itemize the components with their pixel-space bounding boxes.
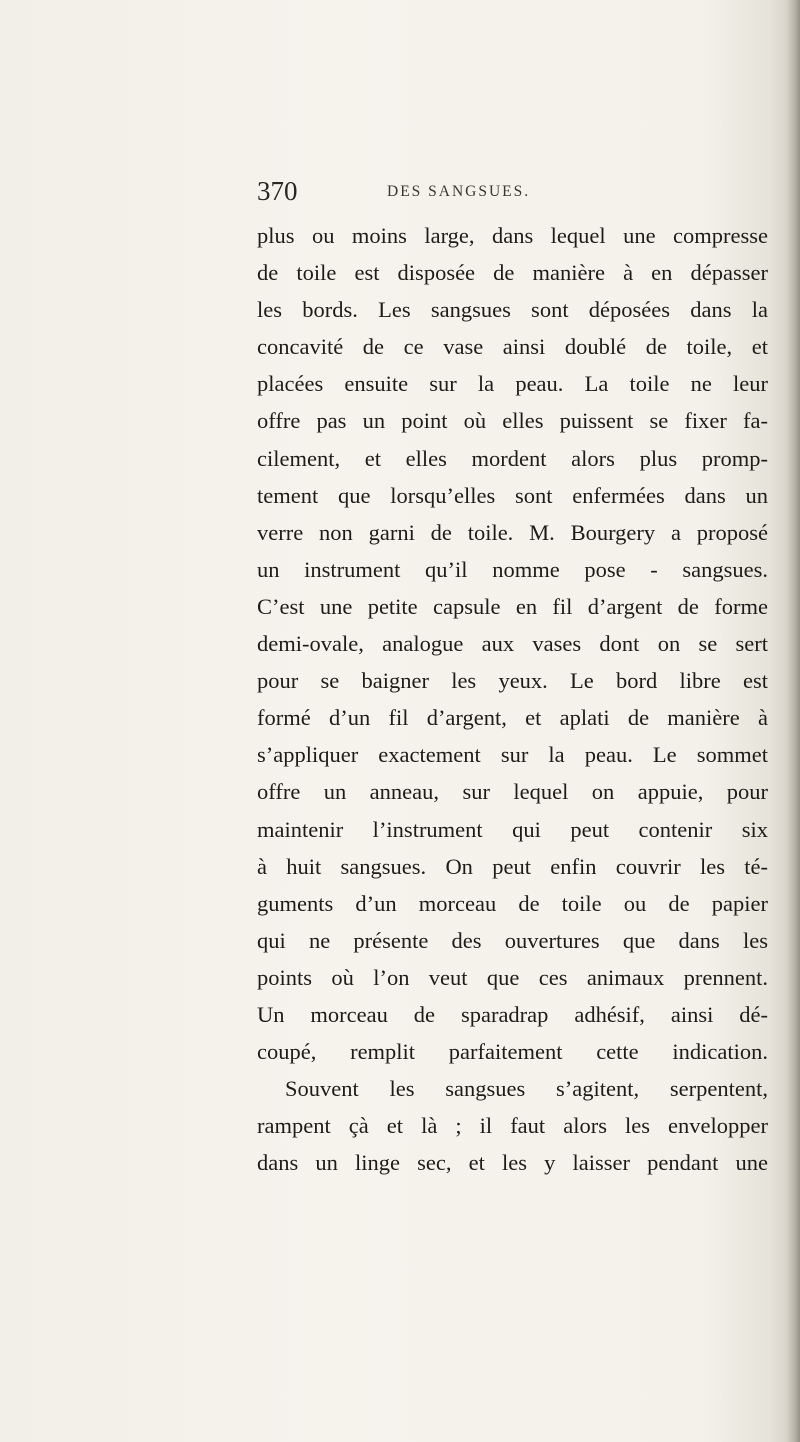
text-line: cilement, et elles mordent alors plus promp- — [257, 445, 768, 471]
page-edge-shadow — [786, 0, 800, 1442]
text-line: demi-ovale, analogue aux vases dont on se sert — [257, 631, 768, 657]
text-line: concavité de ce vase ainsi doublé de toile, et — [257, 334, 768, 360]
text-line: qui ne présente des ouvertures que dans les — [257, 927, 768, 953]
text-line: points où l’on veut que ces animaux prennent. — [257, 964, 768, 990]
text-line: placées ensuite sur la peau. La toile ne leur — [257, 371, 768, 397]
text-line: les bords. Les sangsues sont déposées dans la — [257, 297, 768, 323]
text-line: dans un linge sec, et les y laisser pendant une — [257, 1150, 768, 1176]
text-line: s’appliquer exactement sur la peau. Le sommet — [257, 742, 768, 768]
text-line: offre pas un point où elles puissent se fixer fa- — [257, 408, 768, 434]
text-line-paragraph-start: Souvent les sangsues s’agitent, serpentent, — [285, 1076, 768, 1102]
text-line: guments d’un morceau de toile ou de papier — [257, 890, 768, 916]
text-line: maintenir l’instrument qui peut contenir six — [257, 816, 768, 842]
text-line: offre un anneau, sur lequel on appuie, pour — [257, 779, 768, 805]
text-line: plus ou moins large, dans lequel une compresse — [257, 223, 768, 248]
page-header — [0, 176, 800, 210]
text-line: Un morceau de sparadrap adhésif, ainsi dé- — [257, 1001, 768, 1027]
text-line: à huit sangsues. On peut enfin couvrir les té- — [257, 853, 768, 879]
body-text — [257, 217, 768, 1181]
running-head: DES SANGSUES. — [387, 183, 531, 200]
page-number: 370 — [257, 176, 298, 206]
text-line: tement que lorsqu’elles sont enfermées dans un — [257, 482, 768, 508]
text-line: formé d’un fil d’argent, et aplati de manière à — [257, 705, 768, 731]
text-line: pour se baigner les yeux. Le bord libre est — [257, 668, 768, 694]
text-line: coupé, remplit parfaitement cette indication. — [257, 1039, 768, 1065]
text-line: verre non garni de toile. M. Bourgery a proposé — [257, 519, 768, 545]
text-line: un instrument qu’il nomme pose - sangsues. — [257, 556, 768, 582]
text-line: C’est une petite capsule en fil d’argent de forme — [257, 593, 768, 619]
text-line: rampent çà et là ; il faut alors les envelopper — [257, 1113, 768, 1139]
text-line: de toile est disposée de manière à en dépasser — [257, 260, 768, 286]
